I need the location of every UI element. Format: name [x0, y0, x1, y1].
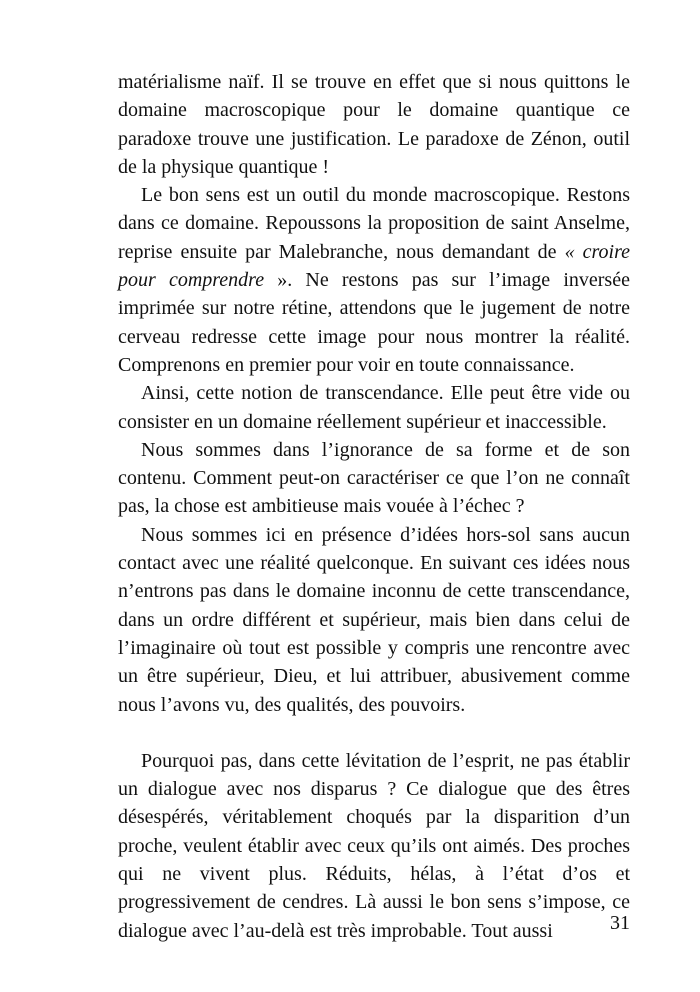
body-text [118, 68, 630, 945]
paragraph-1-text: matérialisme naïf. Il se trouve en effet que si nous quittons le domaine macroscopique pour le domaine quantique ce paradoxe trouve une justification. Le paradoxe de Zénon, outil de la physique quantique ! [118, 71, 630, 178]
paragraph-2-quote: « croire pour comprendre [118, 240, 630, 292]
paragraph-4 [118, 436, 630, 521]
paragraph-5-text: Nous sommes ici en présence d’idées hors-sol sans aucun contact avec une réalité quelconque. En suivant ces idées nous n’entrons pas dans le domaine inconnu de cette transcendance, dans un ordre différent et supérieur, mais bien dans celui de l’imaginaire où tout est possible y compris une rencontre avec un être supérieur, Dieu, et lui attribuer, abusivement comme nous l’avons vu, des qualités, des pouvoirs. [118, 523, 630, 716]
page-number: 31 [610, 912, 630, 934]
paragraph-6 [118, 747, 630, 945]
paragraph-5 [118, 521, 630, 719]
paragraph-2-text-before: Le bon sens est un outil du monde macroscopique. Restons dans ce domaine. Repoussons la proposition de saint Anselme, reprise ensuite par Malebranche, nous demandant de [118, 184, 630, 263]
paragraph-3 [118, 379, 630, 436]
paragraph-3-text: Ainsi, cette notion de transcendance. Elle peut être vide ou consister en un domaine réellement supérieur et inaccessible. [118, 382, 630, 433]
paragraph-6-text: Pourquoi pas, dans cette lévitation de l’esprit, ne pas établir un dialogue avec nos disparus ? Ce dialogue que des êtres désespérés, véritablement choqués par la disparition d’un proche, veulent établir avec ceux qu’ils ont aimés. Des proches qui ne vivent plus. Réduits, hélas, à l’état d’os et progressivement de cendres. Là aussi le bon sens s’impose, ce dialogue avec l’au-delà est très improbable. Tout aussi [118, 749, 630, 942]
paragraph-2-text-after: ». Ne restons pas sur l’image inversée imprimée sur notre rétine, attendons que le jugement de notre cerveau redresse cette image pour nous montrer la réalité. Comprenons en premier pour voir en toute connaissance. [118, 269, 630, 376]
paragraph-2 [118, 181, 630, 379]
paragraph-1 [118, 68, 630, 181]
paragraph-4-text: Nous sommes dans l’ignorance de sa forme et de son contenu. Comment peut-on caractériser ce que l’on ne connaît pas, la chose est ambitieuse mais vouée à l’échec ? [118, 438, 630, 518]
